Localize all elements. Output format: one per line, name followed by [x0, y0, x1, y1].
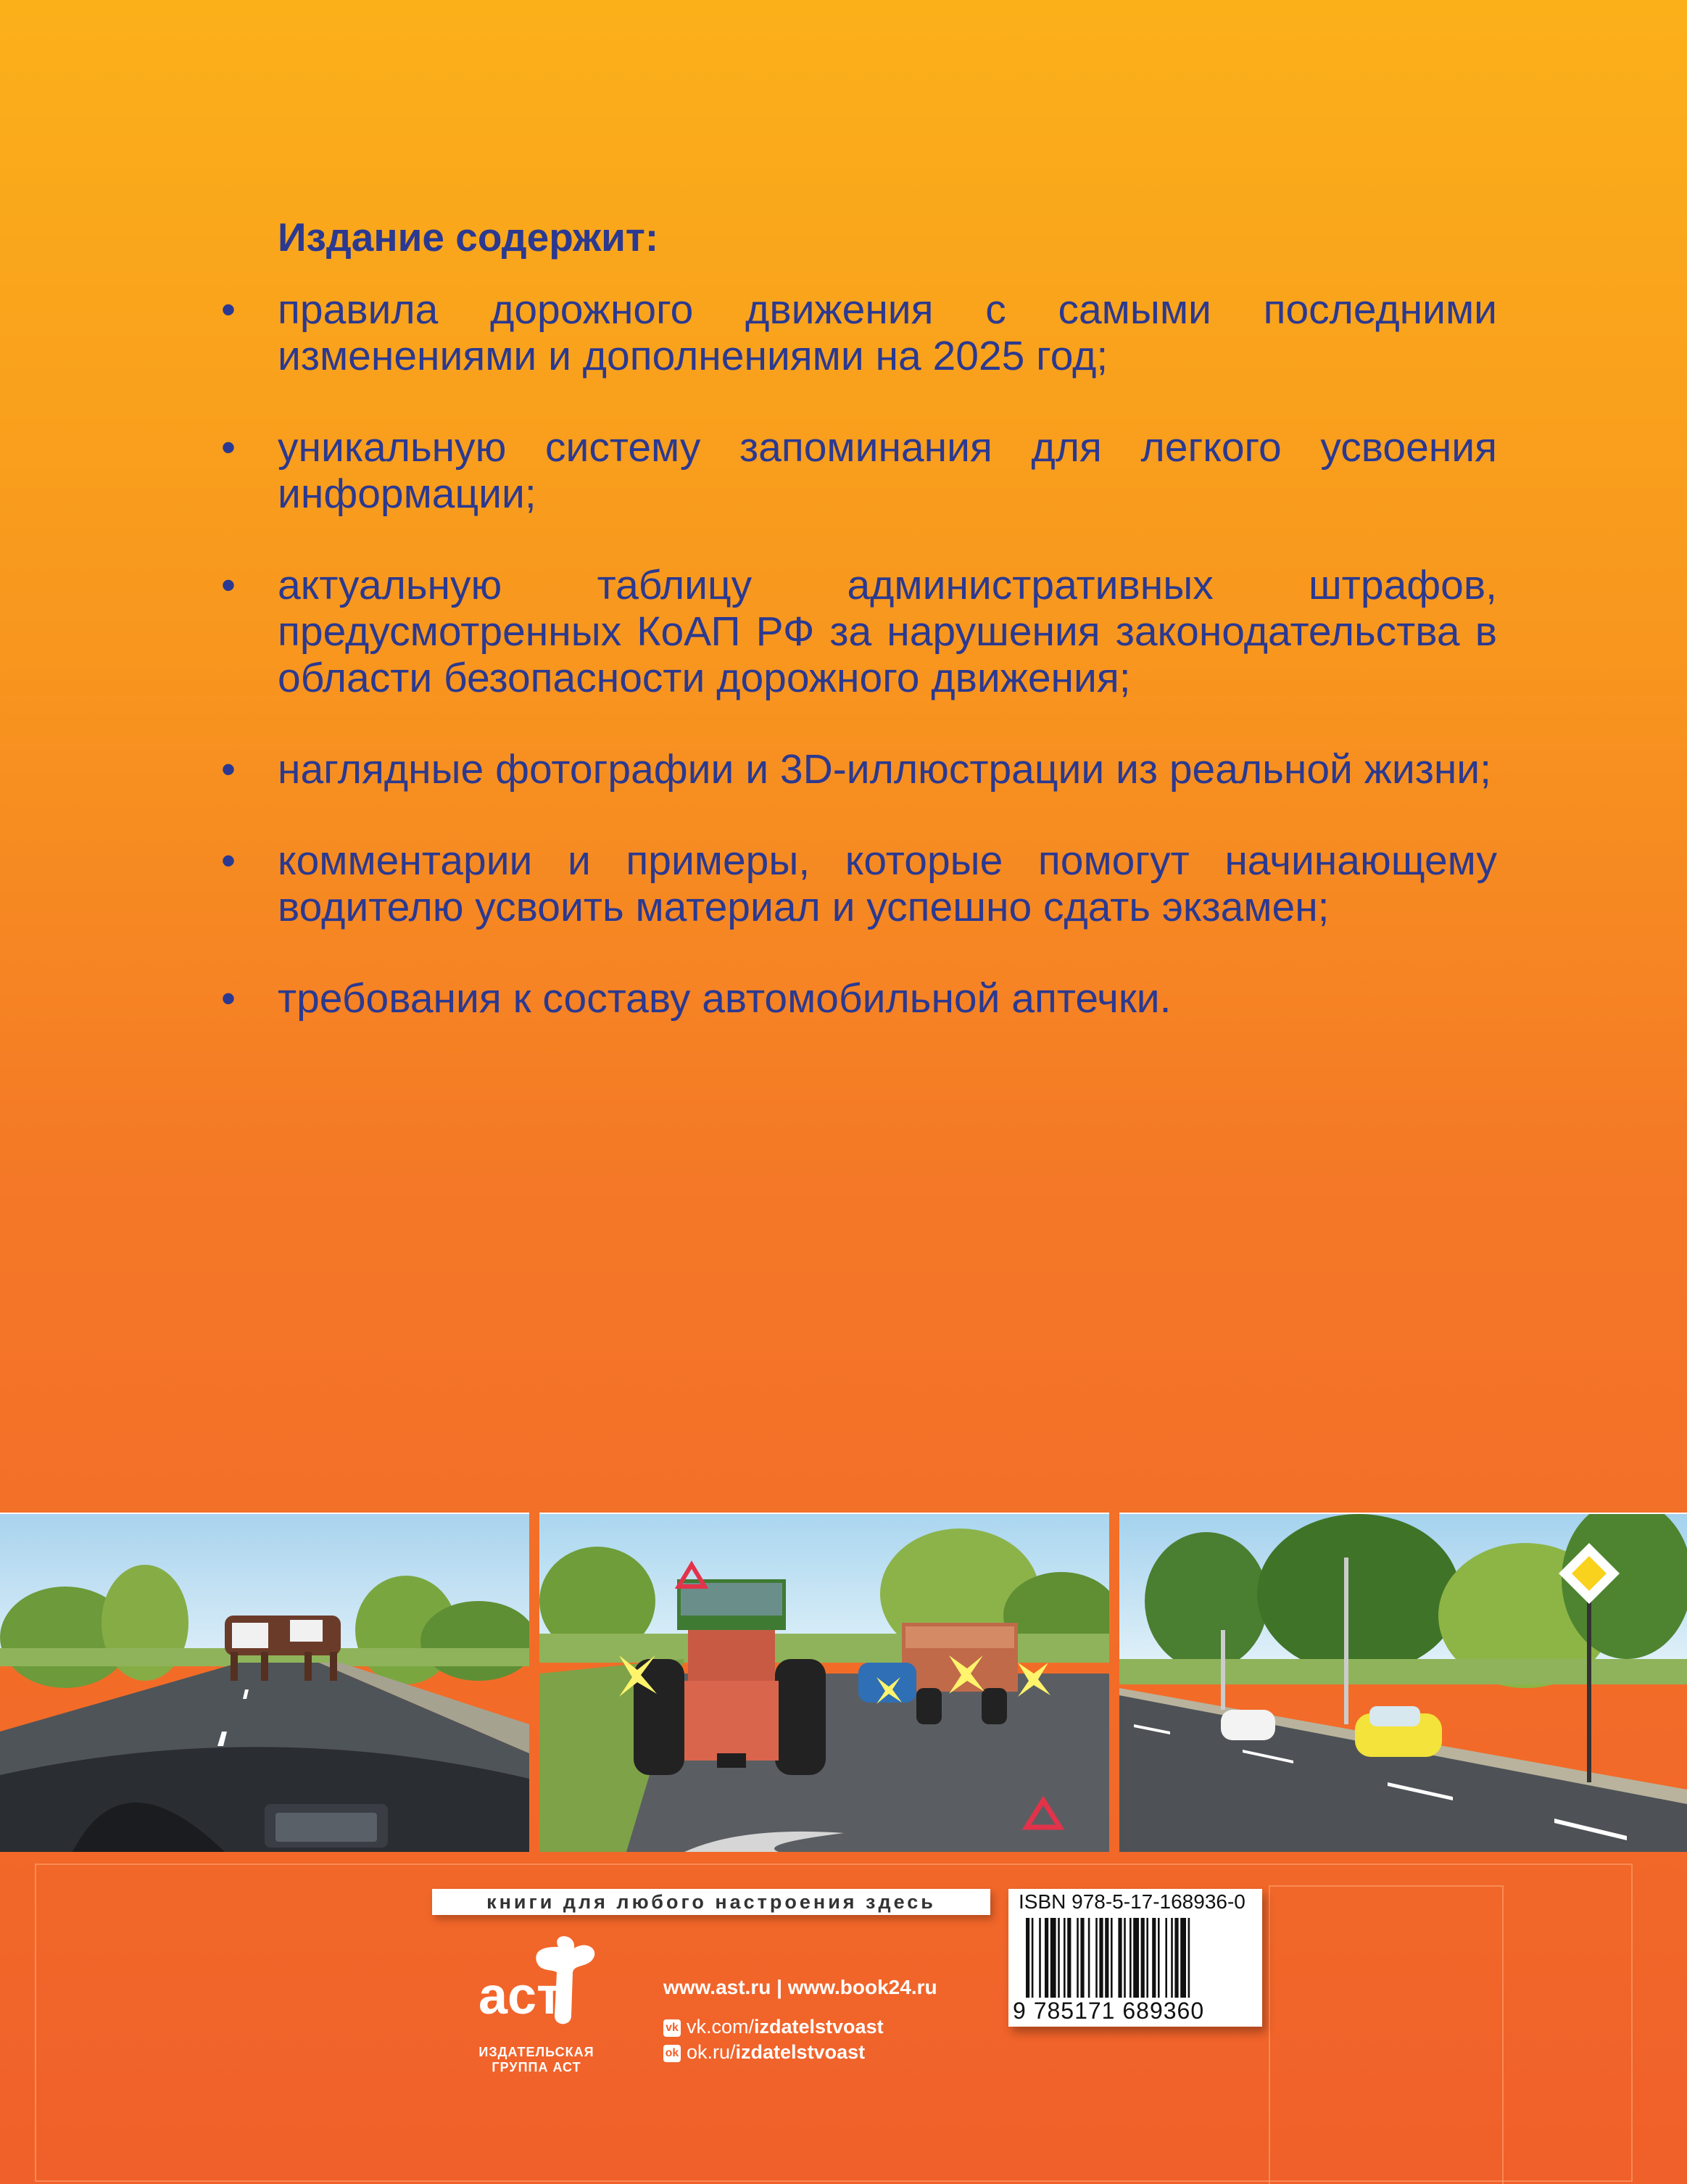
bullet-icon: •: [221, 975, 236, 1022]
barcode-bar: [1067, 1918, 1071, 1998]
barcode-bar: [1064, 1918, 1066, 1998]
list-item: [221, 975, 1497, 1022]
barcode-bar: [1099, 1918, 1103, 1998]
barcode-bar: [1039, 1918, 1041, 1998]
barcode-bar: [1146, 1918, 1148, 1998]
barcode-bar: [1105, 1918, 1108, 1998]
list-item: [221, 746, 1497, 793]
ok-link[interactable]: [663, 2041, 865, 2064]
vk-handle: izdatelstvoast: [754, 2016, 884, 2038]
content-heading: Издание содержит:: [278, 215, 659, 260]
ok-icon: ok: [663, 2045, 681, 2062]
vk-icon: vk: [663, 2019, 681, 2037]
barcode-bar: [1180, 1918, 1186, 1998]
list-item-text: уникальную систему запоминания для легкого усвоения информации;: [278, 424, 1497, 517]
barcode-digits: 9 785171 689360: [1013, 1998, 1205, 2024]
barcode-bar: [1133, 1918, 1139, 1998]
barcode-bar: [1032, 1918, 1034, 1998]
bullet-icon: •: [221, 746, 236, 793]
ast-logo: [449, 1932, 623, 2034]
list-item-text: комментарии и примеры, которые помогут начинающему водителю усвоить материал и успешно сдать экзамен;: [278, 837, 1497, 930]
bullet-icon: •: [221, 837, 236, 884]
publisher-websites[interactable]: www.ast.ru | www.book24.ru: [663, 1976, 937, 1998]
logo-caption: ИЗДАТЕЛЬСКАЯ ГРУППА АСТ: [478, 2045, 594, 2075]
bullet-icon: •: [221, 424, 236, 471]
publisher-tagline: книги для любого настроения здесь: [432, 1889, 990, 1915]
barcode-bar: [1158, 1918, 1160, 1998]
list-item-text: актуальную таблицу административных штрафов, предусмотренных КоАП РФ за нарушения законодательства в области безопасности дорожного движения;: [278, 562, 1497, 701]
vk-link[interactable]: [663, 2016, 884, 2038]
list-item: [221, 424, 1497, 517]
barcode-bar: [1129, 1918, 1132, 1998]
main-road-sign-illustration: [1119, 1513, 1687, 1852]
barcode-bar: [1026, 1918, 1029, 1998]
cows-on-road-illustration: [0, 1513, 529, 1852]
barcode: [1026, 1918, 1251, 1998]
bullet-icon: •: [221, 562, 236, 608]
barcode-bar: [1058, 1918, 1060, 1998]
barcode-bar: [1188, 1918, 1190, 1998]
isbn-barcode-block: [1008, 1889, 1262, 2027]
list-item-text: наглядные фотографии и 3D-иллюстрации из реальной жизни;: [278, 746, 1491, 793]
tractor-hazard-illustration: [539, 1513, 1109, 1852]
barcode-bar: [1118, 1918, 1122, 1998]
barcode-bar: [1141, 1918, 1145, 1998]
barcode-bar: [1050, 1918, 1056, 1998]
barcode-bar: [1165, 1918, 1167, 1998]
ok-handle: izdatelstvoast: [735, 2041, 866, 2063]
barcode-bar: [1045, 1918, 1048, 1998]
list-item: [221, 562, 1497, 701]
list-item: [221, 286, 1497, 379]
decorative-frame: [1269, 1885, 1504, 2184]
vk-prefix: vk.com/: [687, 2016, 755, 2038]
illustration-strip: [0, 1513, 1687, 1850]
isbn-label: ISBN 978-5-17-168936-0: [1019, 1890, 1245, 1913]
barcode-bar: [1171, 1918, 1173, 1998]
barcode-bar: [1174, 1918, 1178, 1998]
list-item: [221, 837, 1497, 930]
barcode-bar: [1095, 1918, 1098, 1998]
list-item-text: правила дорожного движения с самыми последними изменениями и дополнениями на 2025 год;: [278, 286, 1497, 379]
barcode-bar: [1080, 1918, 1084, 1998]
barcode-bar: [1152, 1918, 1156, 1998]
ok-prefix: ok.ru/: [687, 2041, 736, 2063]
barcode-bar: [1088, 1918, 1090, 1998]
logo-wordmark: аст: [478, 1967, 563, 2025]
barcode-bar: [1111, 1918, 1113, 1998]
list-item-text: требования к составу автомобильной аптечки.: [278, 975, 1172, 1022]
barcode-bar: [1124, 1918, 1126, 1998]
content-list: [221, 286, 1497, 1067]
barcode-bar: [1077, 1918, 1079, 1998]
bullet-icon: •: [221, 286, 236, 333]
